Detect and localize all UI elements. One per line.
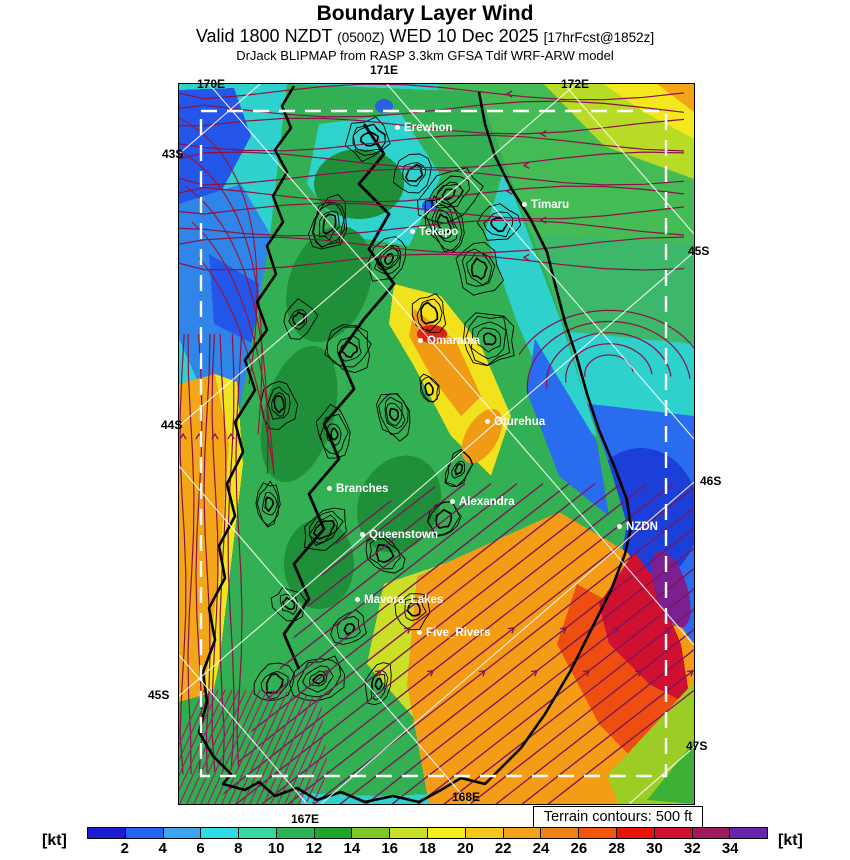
location-five-rivers: Five_Rivers (417, 627, 491, 639)
location-timaru: Timaru (522, 199, 569, 211)
colorbar-segment (239, 828, 277, 838)
colorbar-tick-label: 22 (494, 840, 512, 857)
location-branches: Branches (327, 483, 388, 495)
wind-map[interactable] (178, 83, 695, 805)
lon-label-168e: 168E (452, 790, 481, 804)
lat-label-46s: 46S (700, 474, 722, 488)
colorbar-tick-label: 18 (419, 840, 436, 857)
location-dot (485, 419, 490, 424)
location-dot (418, 338, 423, 343)
location-dot (327, 486, 332, 491)
colorbar-tick-label: 6 (196, 840, 205, 857)
location-mavora-lakes: Mavora_Lakes (355, 594, 443, 606)
colorbar-segment (541, 828, 579, 838)
colorbar-segment (466, 828, 504, 838)
colorbar-segment (730, 828, 767, 838)
lat-label-45s-left: 45S (148, 688, 170, 702)
location-dot (417, 630, 422, 635)
colorbar-segment (277, 828, 315, 838)
terrain-contours-note: Terrain contours: 500 ft (533, 806, 703, 828)
colorbar-unit-left: [kt] (42, 832, 67, 849)
colorbar-tick-label: 4 (158, 840, 167, 857)
location-dot (395, 125, 400, 130)
colorbar-segment (390, 828, 428, 838)
valid-time-line (10, 26, 840, 47)
colorbar-tick-label: 26 (570, 840, 588, 857)
colorbar-tick-label: 28 (608, 840, 625, 857)
colorbar-segment (164, 828, 202, 838)
lon-label-170e: 170E (197, 77, 226, 91)
colorbar-segment (504, 828, 542, 838)
colorbar-tick-label: 30 (646, 840, 663, 857)
lon-label-171e: 171E (370, 63, 399, 77)
colorbar-tick-label: 8 (234, 840, 243, 857)
location-omarama: Omarama (418, 335, 480, 347)
colorbar-segment (655, 828, 693, 838)
map-art-canvas (179, 84, 694, 804)
model-line: DrJack BLIPMAP from RASP 3.3km GFSA Tdif WRF-ARW model (236, 48, 614, 63)
colorbar-tick-label: 16 (381, 840, 398, 857)
valid-prefix: Valid 1800 NZDT (195, 26, 333, 46)
colorbar-segment (88, 828, 126, 838)
wind-speed-colorbar (87, 827, 768, 839)
colorbar-segment (617, 828, 655, 838)
colorbar-segment (693, 828, 731, 838)
valid-utc: (0500Z) (337, 30, 385, 45)
wind-speed-field (179, 84, 694, 804)
location-oturehua: Oturehua (485, 416, 545, 428)
colorbar-segment (579, 828, 617, 838)
location-tekapo: Tekapo (410, 226, 458, 238)
colorbar-tick-label: 20 (456, 840, 474, 857)
location-dot (450, 499, 455, 504)
colorbar-tick-label: 34 (721, 840, 739, 857)
valid-date: WED 10 Dec 2025 (389, 26, 539, 46)
location-dot (355, 597, 360, 602)
lat-label-47s: 47S (686, 739, 708, 753)
colorbar-tick-label: 24 (532, 840, 550, 857)
lat-label-44s: 44S (161, 418, 183, 432)
colorbar-segment (428, 828, 466, 838)
colorbar-segment (201, 828, 239, 838)
lat-label-43s: 43S (162, 147, 184, 161)
lon-label-172e: 172E (561, 77, 590, 91)
colorbar-tick-label: 10 (267, 840, 285, 857)
location-dot (410, 229, 415, 234)
location-erewhon: Erewhon (395, 122, 453, 134)
colorbar-tick-label: 12 (305, 840, 323, 857)
colorbar-tick-label: 32 (683, 840, 701, 857)
colorbar-tick-label: 14 (343, 840, 361, 857)
lon-label-167e: 167E (291, 812, 320, 826)
location-dot (360, 532, 365, 537)
page-title: Boundary Layer Wind (316, 2, 534, 25)
valid-fcst: [17hrFcst@1852z] (543, 30, 655, 45)
location-queenstown: Queenstown (360, 529, 438, 541)
colorbar-segment (352, 828, 390, 838)
location-dot (617, 524, 622, 529)
colorbar-unit-right: [kt] (778, 832, 803, 849)
colorbar-tick-label: 2 (120, 840, 129, 857)
location-nzdn: NZDN (617, 521, 658, 533)
location-dot (522, 202, 527, 207)
lat-label-45s-right: 45S (688, 244, 710, 258)
location-alexandra: Alexandra (450, 496, 515, 508)
colorbar-segment (315, 828, 353, 838)
colorbar-segment (126, 828, 164, 838)
